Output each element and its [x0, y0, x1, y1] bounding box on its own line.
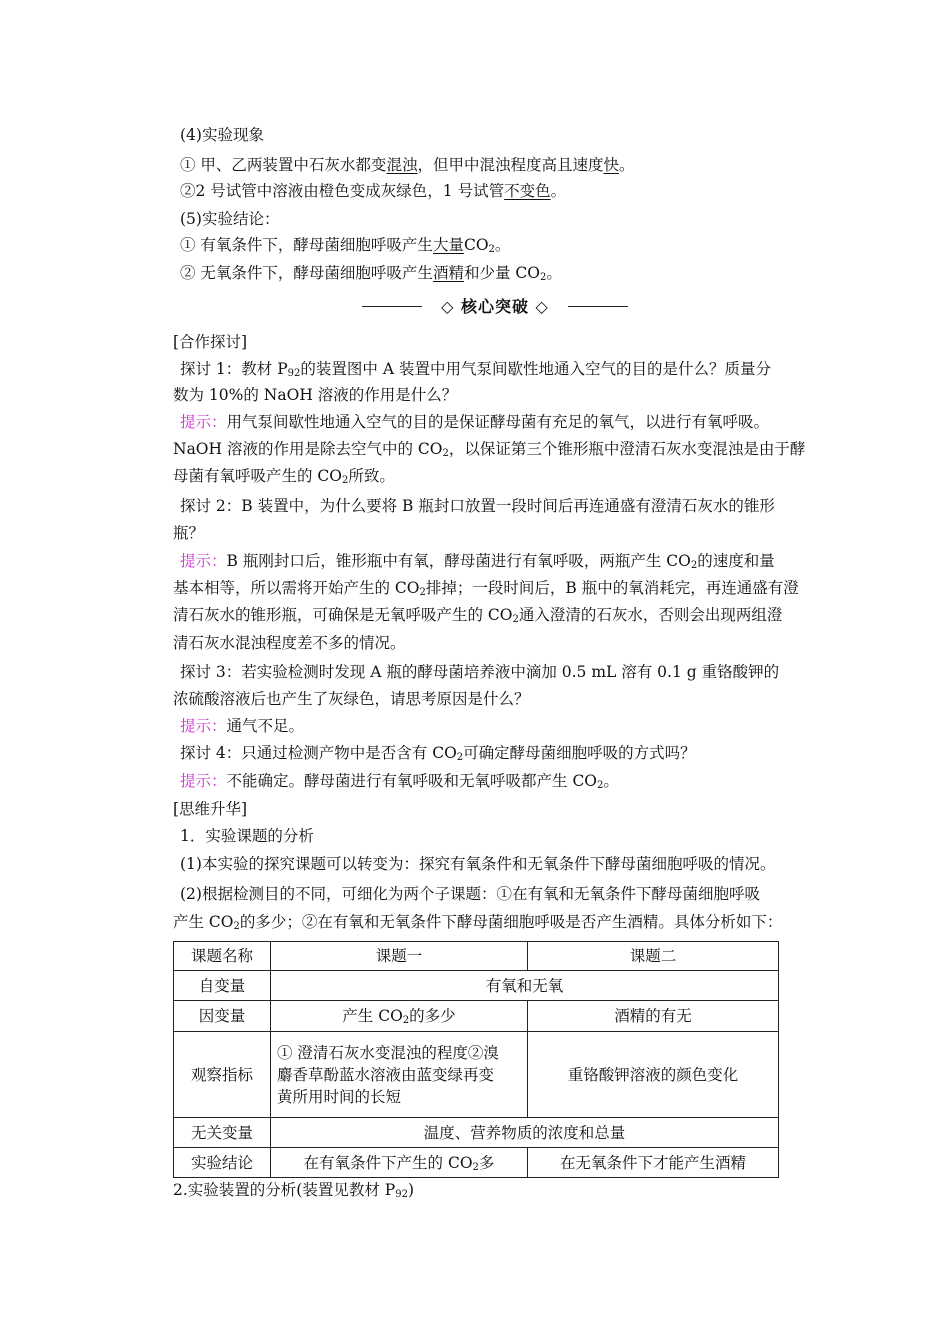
answer-4: 提示：不能确定。酵母菌进行有氧呼吸和无氧呼吸都产生 $CO_2$。: [180, 772, 619, 791]
answer-2-line-4: 清石灰水混浊程度差不多的情况。: [173, 634, 406, 652]
table-cell: 观察指标: [174, 1032, 271, 1118]
experiment-phenomenon-heading: (4)实验现象: [180, 126, 264, 144]
table-header-cell: 课题二: [528, 942, 779, 971]
hint-label: 提示：: [180, 413, 227, 431]
table-row: [174, 971, 779, 1001]
hint-label: 提示：: [180, 717, 227, 735]
analysis-paragraph-2-line-1: (2)根据检测目的不同，可细化为两个子课题：①在有氧和无氧条件下酵母菌细胞呼吸: [180, 885, 760, 903]
conclusion-item-2: ② 无氧条件下，酵母菌细胞呼吸产生酒精和少量 $CO_2$。: [180, 264, 562, 283]
table-cell: 在无氧条件下才能产生酒精: [528, 1148, 779, 1178]
analysis-heading-2: 2.实验装置的分析(装置见教材 $P_{92}$): [173, 1181, 414, 1200]
analysis-heading-1: 1．实验课题的分析: [180, 827, 314, 845]
answer-1-line-3: 母菌有氧呼吸产生的 $CO_2$所致。: [173, 467, 395, 486]
answer-2-line-3: 清石灰水的锥形瓶，可确保是无氧呼吸产生的 $CO_2$通入澄清的石灰水，否则会出现两组澄: [173, 606, 783, 625]
table-cell: 酒精的有无: [528, 1001, 779, 1032]
table-cell: 产生 $CO_2$的多少: [271, 1001, 528, 1032]
analysis-paragraph-1: (1)本实验的探究课题可以转变为：探究有氧条件和无氧条件下酵母菌细胞呼吸的情况。: [180, 855, 776, 873]
experiment-conclusion-heading: (5)实验结论：: [180, 210, 280, 228]
hint-label: 提示：: [180, 772, 227, 790]
table-row: [174, 1032, 779, 1118]
answer-3: 提示：通气不足。: [180, 717, 305, 735]
table-header-cell: 课题一: [271, 942, 528, 971]
heading-rule-left: [362, 306, 422, 307]
table-header-cell: 课题名称: [174, 942, 271, 971]
answer-1-line-1: 提示：用气泵间歇性地通入空气的目的是保证酵母菌有充足的氧气，以进行有氧呼吸。: [180, 413, 770, 431]
answer-2-line-1: 提示：B 瓶刚封口后，锥形瓶中有氧，酵母菌进行有氧呼吸，两瓶产生 $CO_2$的速度和量: [180, 552, 775, 571]
section-title: ◇ 核心突破 ◇: [441, 297, 549, 316]
table-cell: 温度、营养物质的浓度和总量: [271, 1118, 779, 1148]
table-row: [174, 1001, 779, 1032]
table-cell: 实验结论: [174, 1148, 271, 1178]
answer-1-line-2: NaOH 溶液的作用是除去空气中的 $CO_2$，以保证第三个锥形瓶中澄清石灰水变混浊是由于酵: [173, 440, 806, 459]
question-2-line-1: 探讨 2：B 装置中，为什么要将 B 瓶封口放置一段时间后再连通盛有澄清石灰水的锥形: [180, 497, 775, 515]
table-row: [174, 942, 779, 971]
question-4: 探讨 4：只通过检测产物中是否含有 $CO_2$可确定酵母菌细胞呼吸的方式吗？: [180, 744, 696, 763]
table-row: [174, 1118, 779, 1148]
question-1-line-2: 数为 10%的 NaOH 溶液的作用是什么？: [173, 386, 458, 404]
table-cell: 无关变量: [174, 1118, 271, 1148]
table-cell: 自变量: [174, 971, 271, 1001]
table-cell: 重铬酸钾溶液的颜色变化: [528, 1032, 779, 1118]
section-heading: [362, 296, 628, 318]
table-row: [174, 1148, 779, 1178]
table-cell: 因变量: [174, 1001, 271, 1032]
conclusion-item-1: ① 有氧条件下，酵母菌细胞呼吸产生大量$CO_2$。: [180, 236, 511, 255]
analysis-table: [173, 941, 779, 1178]
question-3-line-1: 探讨 3：若实验检测时发现 A 瓶的酵母菌培养液中滴加 0.5 mL 溶有 0.1 g 重铬酸钾的: [180, 663, 780, 681]
table-cell: ① 澄清石灰水变混浊的程度②溴 麝香草酚蓝水溶液由蓝变绿再变 黄所用时间的长短: [271, 1032, 528, 1118]
question-1-line-1: 探讨 1：教材 $P_{92}$的装置图中 A 装置中用气泵间歇性地通入空气的目的是什么？质量分: [180, 360, 771, 379]
answer-2-line-2: 基本相等，所以需将开始产生的 $CO_2$排掉；一段时间后，B 瓶中的氧消耗完，再连通盛有澄: [173, 579, 799, 598]
table-cell: 有氧和无氧: [271, 971, 779, 1001]
phenomenon-item-2: ②2 号试管中溶液由橙色变成灰绿色，1 号试管不变色。: [180, 182, 567, 200]
phenomenon-item-1: ① 甲、乙两装置中石灰水都变混浊，但甲中混浊程度高且速度快。: [180, 156, 635, 174]
table-cell: 在有氧条件下产生的 $CO_2$多: [271, 1148, 528, 1178]
question-2-line-2: 瓶？: [173, 524, 205, 542]
thinking-heading: [思维升华]: [173, 800, 248, 818]
question-3-line-2: 浓硫酸溶液后也产生了灰绿色，请思考原因是什么？: [173, 690, 530, 708]
heading-rule-right: [568, 306, 628, 307]
hint-label: 提示：: [180, 552, 227, 570]
discussion-heading: [合作探讨]: [173, 333, 248, 351]
analysis-paragraph-2-line-2: 产生 $CO_2$的多少；②在有氧和无氧条件下酵母菌细胞呼吸是否产生酒精。具体分析如下：: [173, 913, 783, 932]
